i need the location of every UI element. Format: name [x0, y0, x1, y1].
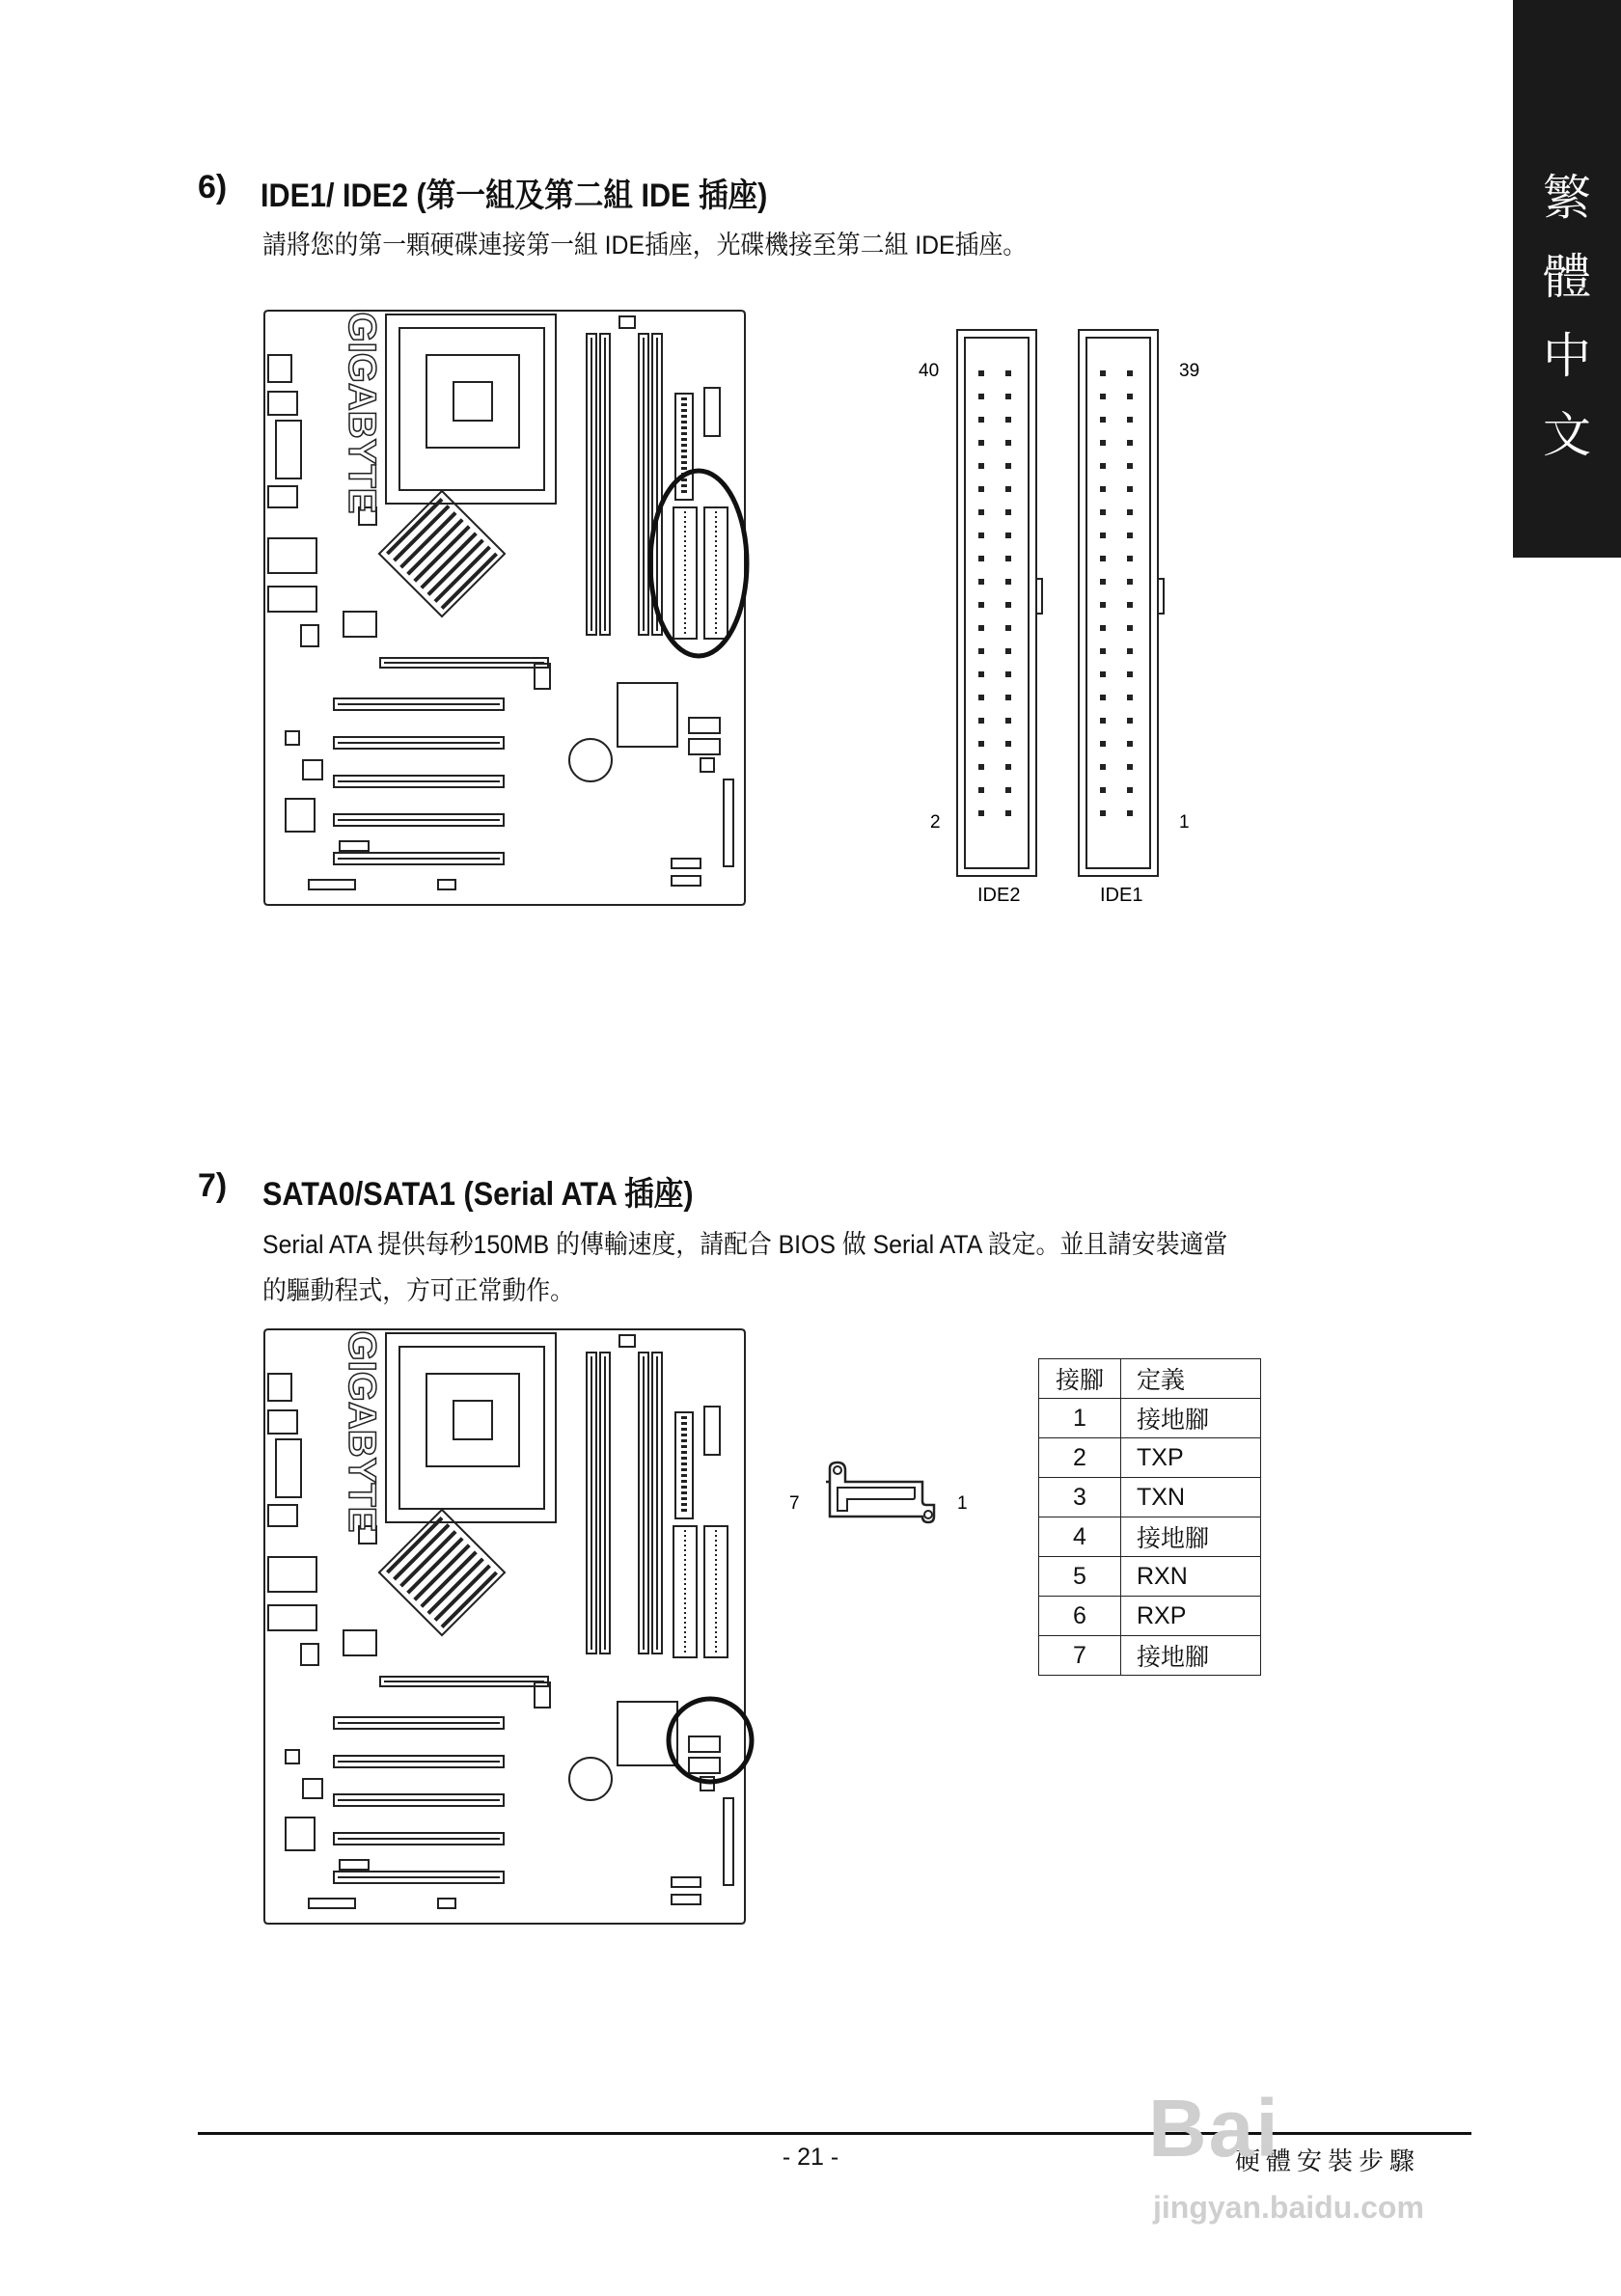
io-port	[268, 1605, 316, 1630]
side-tab-char-1: 繁	[1543, 170, 1591, 226]
io-port	[268, 1374, 291, 1401]
sata-pin-table	[1038, 1358, 1261, 1676]
pin-number: 6	[1039, 1597, 1121, 1636]
column-header-definition: 定義	[1121, 1359, 1261, 1399]
ide-pin	[978, 370, 984, 376]
ide-pin	[1005, 394, 1011, 399]
ide-pin	[1100, 787, 1106, 793]
sata-connector-diagram	[780, 1459, 982, 1541]
pin-definition: 接地腳	[1121, 1636, 1261, 1676]
ide1-connector-inner	[1086, 338, 1150, 868]
ide-pin	[1127, 810, 1133, 816]
ide-pin	[1005, 648, 1011, 654]
ide-pin	[978, 440, 984, 446]
ide-pin	[978, 718, 984, 724]
ide-pinout-svg	[907, 318, 1235, 916]
ide1-key	[1158, 579, 1164, 614]
pin-number: 7	[1039, 1636, 1121, 1676]
pin-label-1: 1	[1179, 812, 1190, 833]
watermark-logo: Bai	[1148, 2083, 1280, 2173]
side-tab-char-4: 文	[1543, 407, 1591, 463]
cpu-socket-inner	[426, 355, 519, 448]
ide-pin	[978, 671, 984, 677]
ide-pinout-diagram	[907, 318, 1235, 921]
ide-pin	[978, 533, 984, 538]
ide-pin	[1005, 695, 1011, 700]
ide-pin	[1005, 810, 1011, 816]
ide-pin	[978, 579, 984, 585]
io-port	[268, 392, 297, 415]
page-number: - 21 -	[782, 2144, 839, 2171]
ide-pin	[1127, 764, 1133, 770]
pin-definition: 接地腳	[1121, 1399, 1261, 1438]
table-row	[1039, 1636, 1261, 1676]
ide-pin	[1127, 463, 1133, 469]
ide-pin	[1100, 648, 1106, 654]
io-port	[268, 1410, 297, 1434]
io-port	[268, 587, 316, 612]
ide1-connector-outer	[1079, 330, 1158, 876]
ide-pin	[1100, 625, 1106, 631]
ide-pin	[978, 556, 984, 561]
section-7-number: 7)	[198, 1167, 228, 1204]
ide-pin	[1100, 509, 1106, 515]
ide-pin	[1100, 463, 1106, 469]
ide2-key	[1036, 579, 1042, 614]
ide-pin	[1100, 556, 1106, 561]
footer-rule	[198, 2132, 1471, 2135]
pin-definition: RXP	[1121, 1597, 1261, 1636]
pin-number: 3	[1039, 1478, 1121, 1517]
pin-definition: RXN	[1121, 1557, 1261, 1597]
sata-connector-svg	[780, 1459, 982, 1536]
pin-definition: TXN	[1121, 1478, 1261, 1517]
ide2-connector-outer	[957, 330, 1036, 876]
language-side-tab	[1513, 0, 1621, 558]
ide-pin	[1005, 509, 1011, 515]
battery	[569, 1758, 612, 1800]
sata-connector	[689, 739, 720, 754]
ide-pin	[1005, 787, 1011, 793]
ide-highlight-circle	[643, 465, 758, 664]
cpu-socket-inner	[426, 1374, 519, 1466]
ide-pin	[1127, 671, 1133, 677]
ide-pin	[1100, 764, 1106, 770]
pin-definition: 接地腳	[1121, 1517, 1261, 1557]
cpu-socket	[399, 328, 544, 490]
pin-number: 1	[1039, 1399, 1121, 1438]
ide-pin	[978, 810, 984, 816]
ide-pin	[1005, 533, 1011, 538]
cpu-socket-core	[453, 1401, 492, 1439]
cpu-socket-frame	[386, 314, 556, 504]
pin-label-40: 40	[919, 361, 940, 381]
ide-pin	[1100, 394, 1106, 399]
section-6-title: IDE1/ IDE2 (第一組及第二組 IDE 插座)	[261, 178, 768, 214]
ide1-label: IDE1	[1100, 885, 1143, 906]
ide-pin	[978, 741, 984, 747]
ide-pin	[1005, 741, 1011, 747]
ide-pin	[1127, 625, 1133, 631]
ide-pin	[1100, 440, 1106, 446]
section-7-title: SATA0/SATA1 (Serial ATA 插座)	[262, 1176, 694, 1213]
ide-pin	[978, 602, 984, 608]
ide-pin	[1127, 579, 1133, 585]
ide-pin	[1100, 602, 1106, 608]
section-6-number: 6)	[198, 169, 228, 205]
table-row	[1039, 1517, 1261, 1557]
ide-pin	[1005, 625, 1011, 631]
ide-pin	[1127, 648, 1133, 654]
section-7-body-line-1: Serial ATA 提供每秒150MB 的傳輸速度，請配合 BIOS 做 Serial ATA 設定。並且請安裝適當	[262, 1230, 1228, 1259]
io-port	[268, 355, 291, 382]
northbridge-heatsink	[379, 491, 505, 616]
cpu-socket-frame	[386, 1333, 556, 1522]
column-header-pin: 接腳	[1039, 1359, 1121, 1399]
pin-number: 4	[1039, 1517, 1121, 1557]
pin-label-39: 39	[1179, 361, 1200, 381]
ide-pin	[1127, 533, 1133, 538]
sata-connector	[689, 718, 720, 733]
io-port	[276, 421, 301, 478]
board-logo-text: GIGABYTE	[341, 312, 383, 514]
ide-pin	[978, 787, 984, 793]
sata-pin-label-7: 7	[789, 1493, 800, 1514]
sata-key	[838, 1488, 915, 1511]
section-6-body-line-1: 請將您的第一顆硬碟連接第一組 IDE插座，光碟機接至第二組 IDE插座。	[262, 231, 1028, 260]
ide-pin	[1127, 394, 1133, 399]
battery	[569, 739, 612, 781]
ide-pin	[978, 417, 984, 423]
table-row	[1039, 1478, 1261, 1517]
ide-pin	[978, 486, 984, 492]
ide-pin	[978, 648, 984, 654]
ide-pin	[1127, 440, 1133, 446]
ide-pin	[1127, 417, 1133, 423]
ide-pin	[1127, 602, 1133, 608]
ide-pin	[1100, 695, 1106, 700]
ide-pin	[978, 463, 984, 469]
table-row	[1039, 1438, 1261, 1478]
side-tab-char-3: 中	[1543, 328, 1591, 384]
ide-pin	[978, 509, 984, 515]
ide2-connector-inner	[965, 338, 1029, 868]
io-port	[268, 1505, 297, 1526]
pin-number: 5	[1039, 1557, 1121, 1597]
ide-pin	[1005, 602, 1011, 608]
watermark-url: jingyan.baidu.com	[1153, 2190, 1424, 2225]
table-row	[1039, 1597, 1261, 1636]
south-bridge-chip	[618, 683, 677, 747]
ide-pin	[1127, 509, 1133, 515]
ide-pin	[1100, 486, 1106, 492]
ide-pin	[1005, 440, 1011, 446]
table-row	[1039, 1399, 1261, 1438]
ide-pin	[978, 764, 984, 770]
ide-pin	[978, 394, 984, 399]
ide-pin	[1005, 370, 1011, 376]
ide2-label: IDE2	[977, 885, 1021, 906]
cpu-socket	[399, 1347, 544, 1509]
table-header-row	[1039, 1359, 1261, 1399]
sata-pin-label-1: 1	[957, 1493, 968, 1514]
ide-pin	[1005, 463, 1011, 469]
ide-pin	[1127, 556, 1133, 561]
ide-pin	[978, 695, 984, 700]
motherboard-svg	[262, 1326, 755, 1928]
footer-chapter-title: 硬體安裝步驟	[1235, 2147, 1421, 2176]
ide-pin	[1100, 579, 1106, 585]
io-port	[268, 538, 316, 573]
ide-pin	[1005, 764, 1011, 770]
table-row	[1039, 1557, 1261, 1597]
ide-pin	[1005, 556, 1011, 561]
io-port	[268, 1557, 316, 1592]
pin-label-2: 2	[930, 812, 941, 833]
northbridge-heatsink	[379, 1510, 505, 1635]
ide-pin	[1100, 741, 1106, 747]
io-port	[276, 1439, 301, 1497]
io-port	[268, 486, 297, 507]
ide-pin	[1127, 370, 1133, 376]
ide-pin	[1005, 417, 1011, 423]
board-logo-text: GIGABYTE	[341, 1330, 383, 1533]
ide-pin	[1005, 718, 1011, 724]
ide-pin	[1127, 718, 1133, 724]
ide-pin	[1127, 486, 1133, 492]
section-7-body-line-2: 的驅動程式，方可正常動作。	[262, 1276, 574, 1305]
ide-pin	[1100, 533, 1106, 538]
ide-pin	[1100, 370, 1106, 376]
pin-number: 2	[1039, 1438, 1121, 1478]
ide-pin	[978, 625, 984, 631]
ide-pin	[1100, 417, 1106, 423]
ide-pin	[1100, 810, 1106, 816]
sata-highlight-circle	[662, 1692, 758, 1789]
ide-pin	[1005, 486, 1011, 492]
ide-pin	[1100, 671, 1106, 677]
ide-pin	[1127, 787, 1133, 793]
side-tab-char-2: 體	[1543, 249, 1591, 305]
ide-pin	[1127, 695, 1133, 700]
ide-pin	[1127, 741, 1133, 747]
ide-pin	[1100, 718, 1106, 724]
motherboard-diagram-sata	[262, 1326, 755, 1933]
ide-pin	[1005, 671, 1011, 677]
ide-pin	[1005, 579, 1011, 585]
pin-definition: TXP	[1121, 1438, 1261, 1478]
cpu-socket-core	[453, 382, 492, 421]
